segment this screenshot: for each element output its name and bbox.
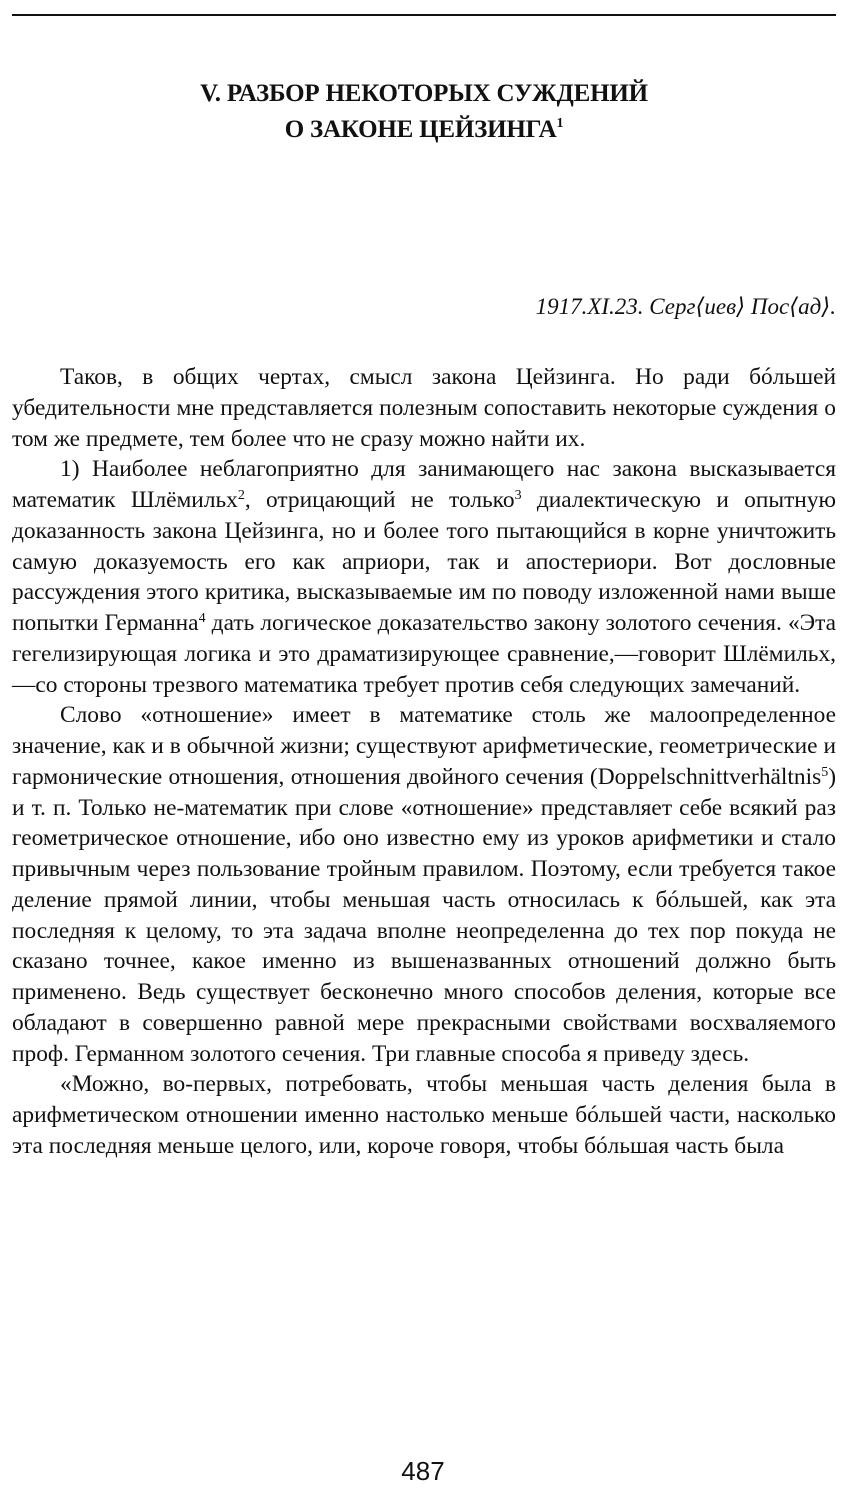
footnote-marker-4: 4 — [198, 611, 206, 626]
dateline: 1917.XI.23. Серг⟨иев⟩ Пос⟨ад⟩. — [535, 294, 836, 319]
paragraph-2-part-a: 1) Наиболее неблагоприятно для занимающего нас закона высказывается математик Шлёмильх — [12, 456, 836, 513]
body-text — [12, 362, 836, 1162]
paragraph-2 — [12, 454, 836, 700]
paragraph-3 — [12, 700, 836, 1069]
chapter-title-line-1: V. РАЗБОР НЕКОТОРЫХ СУЖДЕНИЙ — [200, 80, 648, 107]
chapter-title-line-2-text: О ЗАКОНЕ ЦЕЙЗИНГА — [284, 116, 557, 143]
paragraph-1: Таков, в общих чертах, смысл закона Цейзинга. Но ради бóльшей убедительности мне представляется полезным сопоставить некоторые суждения о том же предмете, тем более что не сразу можно найти их. — [12, 364, 836, 452]
chapter-title-line-2 — [12, 112, 836, 148]
footnote-marker-3: 3 — [514, 488, 522, 503]
footnote-marker-5: 5 — [821, 764, 829, 780]
paragraph-3-part-b: ) и т. п. Только не-математик при слове «отношение» представляет себе всякий раз геометрическое отношение, ибо оно известно ему из уроков арифметики и стало привычным через пользование тройным правилом. Поэтому, если требуется такое деление прямой линии, чтобы меньшая часть относилась к бóльшей, как эта последняя к целому, то эта задача вполне неопределенна до тех пор покуда не сказано точнее, какое именно из вышеназванных отношений должно быть применено. Ведь существует бесконечно много способов деления, которые все обладают в совершенно равной мере прекрасными свойствами восхваляемого проф. Германном золотого сечения. Три главные способа я приведу здесь. — [12, 763, 836, 1067]
top-rule — [12, 14, 836, 16]
paragraph-4: «Можно, во-первых, потребовать, чтобы меньшая часть деления была в арифметическом отношении именно настолько меньше бóльшей части, насколько эта последняя меньше целого, или, короче говоря, чтобы бóльшая часть была — [12, 1071, 836, 1159]
page-number: 487 — [401, 1456, 445, 1486]
paragraph-2-part-d: дать логическое доказательство закону золотого сечения. «Эта гегелизирующая логика и это драматизирующее сравнение,—говорит Шлёмильх,—со стороны трезвого математика требует против себя следующих замечаний. — [12, 610, 836, 698]
paragraph-2-part-c: диалектическую и опытную доказанность закона Цейзинга, но и более того пытающийся в корне уничтожить самую доказуемость его как априори, так и апостериори. Вот дословные рассуждения этого критика, высказываемые им по поводу изложенной нами выше попытки Германна — [12, 487, 836, 636]
title-footnote-marker: 1 — [556, 116, 564, 131]
chapter-title — [12, 76, 836, 148]
paragraph-3-part-a: Слово «отношение» имеет в математике столь же малоопределенное значение, как и в обычной жизни; существуют арифметические, геометрические и гармонические отношения, отношения двойного сечения (Doppelschnittverhältnis — [12, 702, 836, 790]
paragraph-2-part-b: , отрицающий не только — [244, 487, 515, 513]
footnote-marker-2: 2 — [237, 488, 245, 503]
